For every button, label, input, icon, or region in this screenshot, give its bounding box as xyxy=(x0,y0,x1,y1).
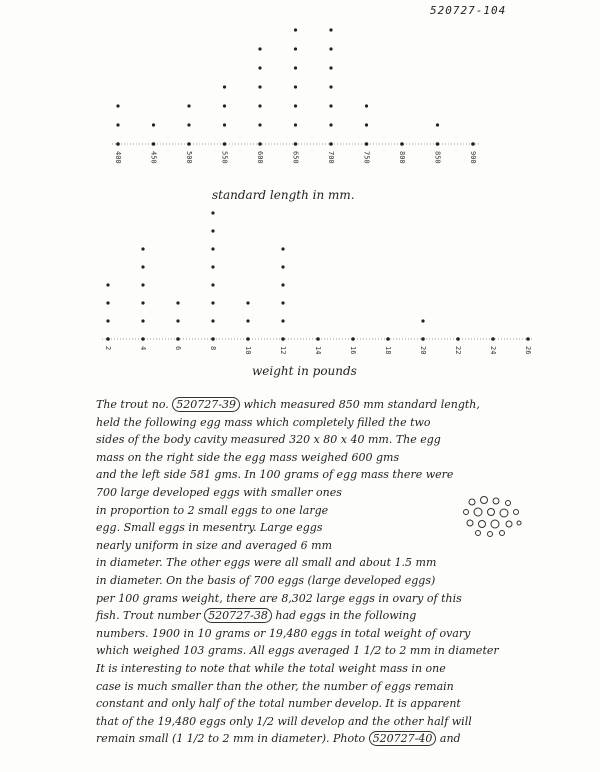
data-point xyxy=(211,247,214,250)
tick-mark xyxy=(106,337,110,341)
tick-label: 900 xyxy=(469,151,477,164)
note-line xyxy=(96,396,586,414)
tick-label: 750 xyxy=(362,151,371,164)
tick-mark xyxy=(281,337,285,341)
data-point xyxy=(436,123,439,126)
note-text: which weighed 103 grams. All eggs averaged 1 1/2 to 2 mm in diameter xyxy=(96,644,499,658)
tick-mark xyxy=(526,337,530,341)
data-point xyxy=(187,104,190,107)
note-text: nearly uniform in size and averaged 6 mm xyxy=(96,538,332,552)
tick-mark xyxy=(176,337,180,341)
tick-mark xyxy=(223,142,227,146)
note-text: and the left side 581 gms. In 100 grams of egg mass there were xyxy=(96,468,454,482)
data-point xyxy=(211,211,214,214)
note-text: constant and only half of the total number develop. It is apparent xyxy=(96,697,461,711)
specimen-number: 520727-39 xyxy=(172,397,240,412)
handwritten-notes xyxy=(96,396,586,748)
data-point xyxy=(281,265,284,268)
data-point xyxy=(223,123,226,126)
tick-label: 12 xyxy=(279,346,287,355)
tick-mark xyxy=(400,142,404,146)
data-point xyxy=(258,47,261,50)
data-point xyxy=(365,123,368,126)
data-point xyxy=(246,301,249,304)
note-text: remain small (1 1/2 to 2 mm in diameter). Photo xyxy=(96,732,369,746)
tick-label: 400 xyxy=(114,151,122,164)
tick-mark xyxy=(116,142,120,146)
tick-mark xyxy=(187,142,191,146)
note-text: held the following egg mass which completely filled the two xyxy=(96,415,431,429)
tick-mark xyxy=(421,337,425,341)
tick-mark xyxy=(471,142,475,146)
data-point xyxy=(116,104,119,107)
data-point xyxy=(246,319,249,322)
data-point xyxy=(329,123,332,126)
tick-label: 6 xyxy=(174,346,182,351)
data-point xyxy=(106,319,109,322)
data-point xyxy=(294,123,297,126)
note-text: in diameter. The other eggs were all small and about 1.5 mm xyxy=(96,556,437,570)
note-line xyxy=(96,466,586,484)
note-line xyxy=(96,713,586,731)
data-point xyxy=(294,47,297,50)
data-point xyxy=(329,66,332,69)
note-text: The trout no. xyxy=(96,398,173,411)
tick-mark xyxy=(365,142,369,146)
tick-mark xyxy=(141,337,145,341)
data-point xyxy=(141,283,144,286)
note-line xyxy=(96,642,586,660)
tick-mark xyxy=(246,337,250,341)
weight-axis-label: weight in pounds xyxy=(252,364,357,378)
note-line xyxy=(96,660,586,678)
data-point xyxy=(141,265,144,268)
egg-sketch-icon xyxy=(458,494,526,538)
note-text: per 100 grams weight, there are 8,302 large eggs in ovary of this xyxy=(96,591,462,605)
note-text: case is much smaller than the other, the number of eggs remain xyxy=(96,679,454,693)
tick-label: 24 xyxy=(489,346,497,355)
tick-mark xyxy=(258,142,262,146)
data-point xyxy=(211,283,214,286)
note-text: It is interesting to note that while the total weight mass in one xyxy=(96,661,446,675)
data-point xyxy=(223,85,226,88)
note-line xyxy=(96,431,586,449)
length-dot-plot xyxy=(0,20,600,190)
note-text: sides of the body cavity measured 320 x 80 x 40 mm. The egg xyxy=(96,433,441,447)
note-text: egg. Small eggs in mesentry. Large eggs xyxy=(96,521,323,535)
tick-label: 22 xyxy=(454,346,462,355)
data-point xyxy=(211,301,214,304)
tick-label: 20 xyxy=(419,346,427,355)
data-point xyxy=(187,123,190,126)
specimen-number: 520727-40 xyxy=(369,731,437,746)
tick-mark xyxy=(456,337,460,341)
note-line xyxy=(96,537,586,555)
data-point xyxy=(294,85,297,88)
note-line xyxy=(96,414,586,432)
note-text: had eggs in the following xyxy=(271,609,417,623)
note-text: that of the 19,480 eggs only 1/2 will develop and the other half will xyxy=(96,714,472,728)
data-point xyxy=(258,123,261,126)
tick-mark xyxy=(294,142,298,146)
tick-label: 500 xyxy=(185,151,193,164)
tick-mark xyxy=(386,337,390,341)
data-point xyxy=(258,66,261,69)
tick-mark xyxy=(211,337,215,341)
tick-label: 4 xyxy=(139,346,147,351)
tick-label: 26 xyxy=(524,346,532,355)
data-point xyxy=(421,319,424,322)
tick-label: 14 xyxy=(314,346,322,355)
note-text: and xyxy=(436,732,461,746)
data-point xyxy=(141,247,144,250)
data-point xyxy=(106,283,109,286)
data-point xyxy=(211,229,214,232)
tick-label: 8 xyxy=(209,346,217,351)
data-point xyxy=(294,66,297,69)
tick-label: 700 xyxy=(327,151,335,164)
note-text: in proportion to 2 small eggs to one large xyxy=(96,503,329,517)
note-text: numbers. 1900 in 10 grams or 19,480 eggs in total weight of ovary xyxy=(96,626,471,640)
data-point xyxy=(329,104,332,107)
data-point xyxy=(141,319,144,322)
tick-label: 850 xyxy=(433,151,442,164)
data-point xyxy=(294,28,297,31)
note-text: 700 large developed eggs with smaller ones xyxy=(96,485,342,499)
tick-label: 10 xyxy=(244,346,252,355)
note-line xyxy=(96,554,586,572)
note-line xyxy=(96,695,586,713)
length-axis-label: standard length in mm. xyxy=(212,188,355,202)
tick-mark xyxy=(351,337,355,341)
tick-mark xyxy=(436,142,440,146)
data-point xyxy=(258,85,261,88)
data-point xyxy=(106,301,109,304)
data-point xyxy=(152,123,155,126)
note-line xyxy=(96,572,586,590)
tick-label: 450 xyxy=(149,151,158,164)
tick-label: 18 xyxy=(384,346,392,355)
data-point xyxy=(258,104,261,107)
data-point xyxy=(176,301,179,304)
data-point xyxy=(329,47,332,50)
note-text: mass on the right side the egg mass weighed 600 gms xyxy=(96,450,400,464)
note-line xyxy=(96,449,586,467)
note-text: fish. Trout number xyxy=(96,609,205,623)
data-point xyxy=(176,319,179,322)
data-point xyxy=(141,301,144,304)
data-point xyxy=(365,104,368,107)
tick-label: 2 xyxy=(104,346,112,351)
specimen-number: 520727-38 xyxy=(204,608,272,623)
data-point xyxy=(211,265,214,268)
tick-label: 16 xyxy=(349,346,357,355)
data-point xyxy=(281,247,284,250)
tick-mark xyxy=(491,337,495,341)
data-point xyxy=(329,85,332,88)
note-line xyxy=(96,590,586,608)
tick-label: 650 xyxy=(291,151,300,164)
data-point xyxy=(281,319,284,322)
tick-mark xyxy=(152,142,156,146)
data-point xyxy=(329,28,332,31)
note-line xyxy=(96,625,586,643)
note-text: in diameter. On the basis of 700 eggs (large developed eggs) xyxy=(96,573,436,587)
tick-label: 800 xyxy=(398,151,406,164)
note-line xyxy=(96,607,586,625)
page-id: 520727-104 xyxy=(430,4,507,17)
data-point xyxy=(281,283,284,286)
data-point xyxy=(211,319,214,322)
tick-label: 550 xyxy=(220,151,229,164)
data-point xyxy=(294,104,297,107)
data-point xyxy=(223,104,226,107)
note-text: which measured 850 mm standard length, xyxy=(239,398,480,411)
weight-dot-plot xyxy=(0,200,600,365)
note-line xyxy=(96,730,586,748)
tick-mark xyxy=(316,337,320,341)
data-point xyxy=(116,123,119,126)
data-point xyxy=(281,301,284,304)
note-line xyxy=(96,678,586,696)
tick-label: 600 xyxy=(256,151,264,164)
tick-mark xyxy=(329,142,333,146)
